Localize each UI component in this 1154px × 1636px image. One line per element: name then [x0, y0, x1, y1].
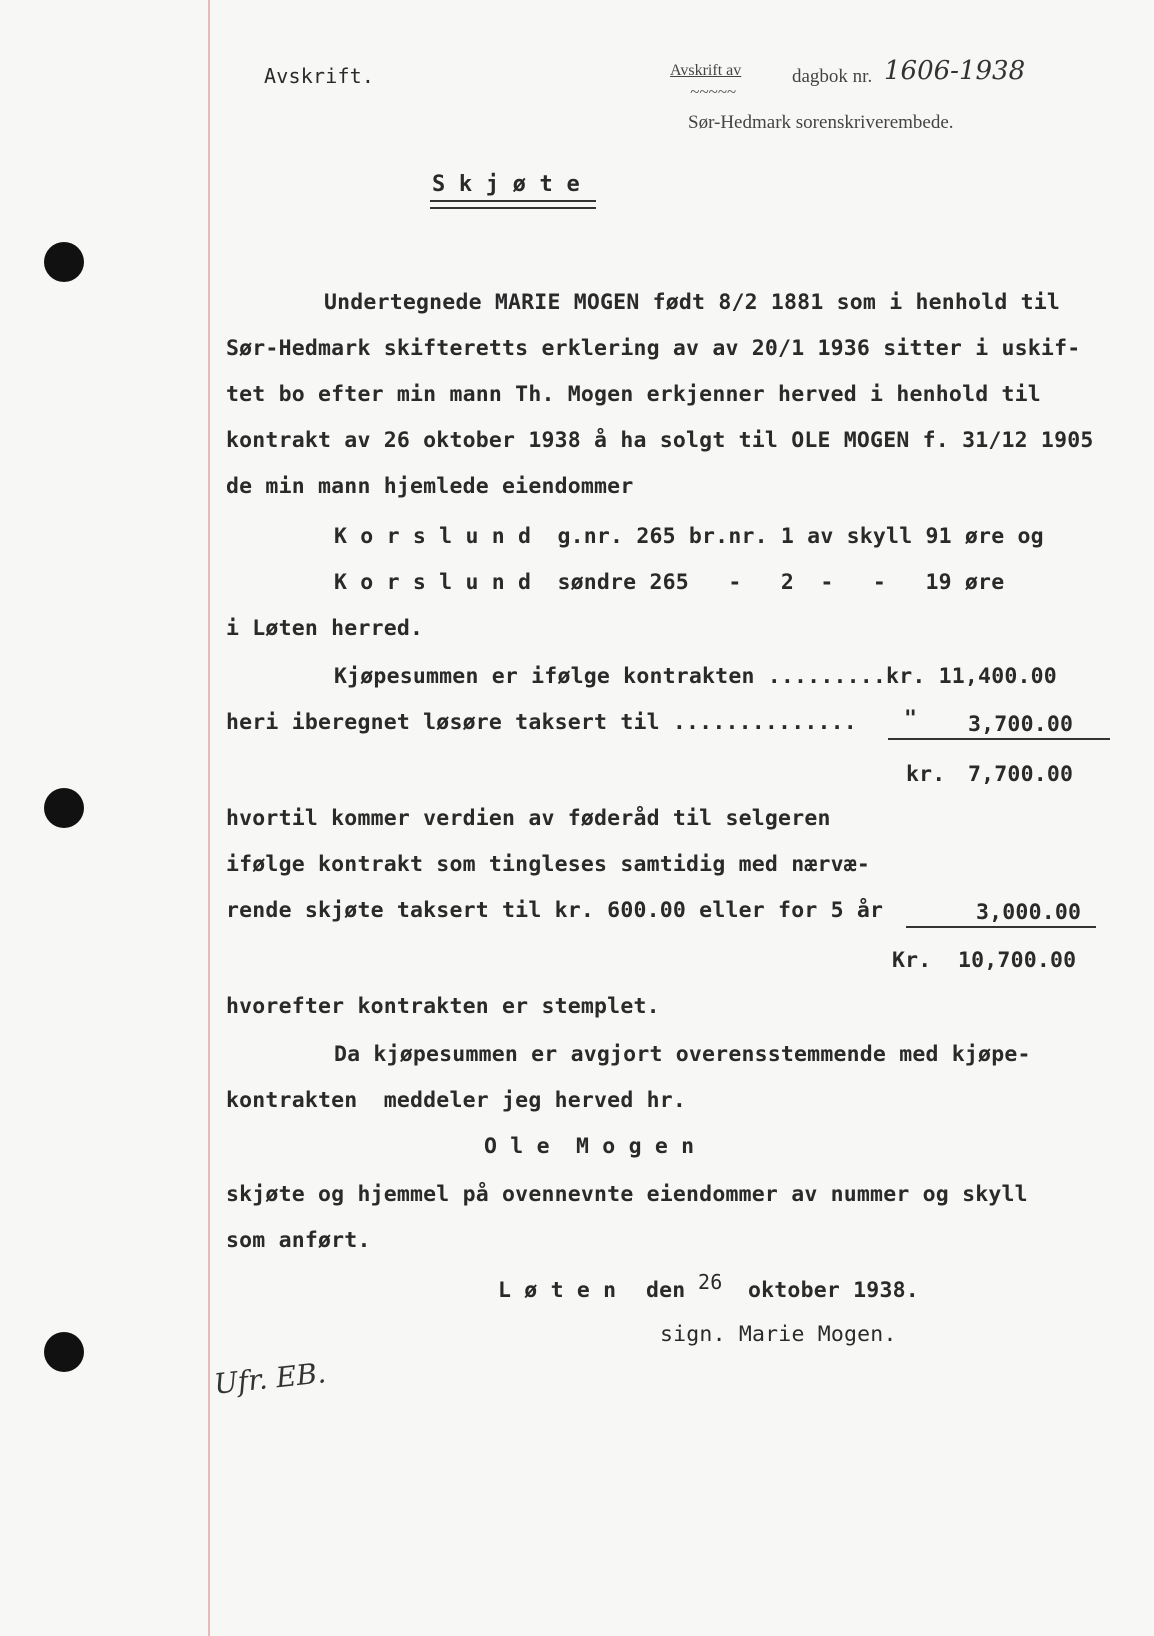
sum-rule [888, 738, 1110, 740]
total-label: Kr. [892, 948, 932, 973]
handwritten-annotation: Ufr. EB. [212, 1356, 328, 1401]
punch-hole [44, 242, 84, 282]
body-line: Sør-Hedmark skifteretts erklering av av 20/1 1936 sitter i uskif- [226, 336, 1081, 361]
total-amount: 10,700.00 [958, 948, 1077, 973]
body-line: rende skjøte taksert til kr. 600.00 eller for 5 år [226, 898, 884, 923]
stamp-dagbok: dagbok nr. [792, 66, 873, 87]
body-line: hvortil kommer verdien av føderåd til selgeren [226, 806, 831, 831]
body-line: Undertegnede MARIE MOGEN født 8/2 1881 som i henhold til [324, 290, 1061, 315]
property-line: K o r s l u n d søndre 265 - 2 - - 19 øre [334, 570, 1005, 595]
body-line: i Løten herred. [226, 616, 424, 641]
date-day: 26 [698, 1270, 723, 1294]
punch-hole [44, 788, 84, 828]
avskrift-label: Avskrift. [264, 64, 375, 88]
subtotal-amount: 7,700.00 [968, 762, 1074, 787]
dagbok-number: 1606-1938 [884, 56, 1026, 86]
body-line: som anført. [226, 1228, 371, 1253]
date-den: den [646, 1278, 686, 1303]
sum-rule [906, 926, 1096, 928]
punch-hole [44, 1332, 84, 1372]
body-line: ifølge kontrakt som tingleses samtidig med nærvæ- [226, 852, 871, 877]
ditto-mark: " [904, 706, 918, 731]
date-rest: oktober 1938. [748, 1278, 919, 1303]
body-line: skjøte og hjemmel på ovennevnte eiendommer av nummer og skyll [226, 1182, 1028, 1207]
signature-line: sign. Marie Mogen. [660, 1322, 897, 1347]
chattels-line: heri iberegnet løsøre taksert til .............. [226, 710, 857, 735]
subtotal-label: kr. [906, 762, 946, 787]
buyer-name: O l e M o g e n [484, 1134, 695, 1159]
date-place: L ø t e n [498, 1278, 617, 1303]
body-line: de min mann hjemlede eiendommer [226, 474, 634, 499]
chattels-amount: 3,700.00 [968, 712, 1074, 737]
body-line: hvorefter kontrakten er stemplet. [226, 994, 660, 1019]
document-title: S k j ø t e [432, 172, 580, 197]
body-line: kontrakten meddeler jeg herved hr. [226, 1088, 687, 1113]
body-line: kontrakt av 26 oktober 1938 å ha solgt til OLE MOGEN f. 31/12 1905 [226, 428, 1094, 453]
foderad-amount: 3,000.00 [976, 900, 1082, 925]
body-line: Da kjøpesummen er avgjort overensstemmende med kjøpe- [334, 1042, 1031, 1067]
property-line: K o r s l u n d g.nr. 265 br.nr. 1 av skyll 91 øre og [334, 524, 1044, 549]
office-stamp: Sør-Hedmark sorenskriverembede. [688, 112, 954, 133]
stamp-prefix: Avskrift av [670, 62, 742, 79]
body-line: tet bo efter min mann Th. Mogen erkjenner herved i henhold til [226, 382, 1041, 407]
margin-line [208, 0, 210, 1636]
stamp-strike: ~~~~~ [690, 82, 736, 101]
title-underline [430, 200, 596, 209]
price-line: Kjøpesummen er ifølge kontrakten .........kr. 11,400.00 [334, 664, 1057, 689]
